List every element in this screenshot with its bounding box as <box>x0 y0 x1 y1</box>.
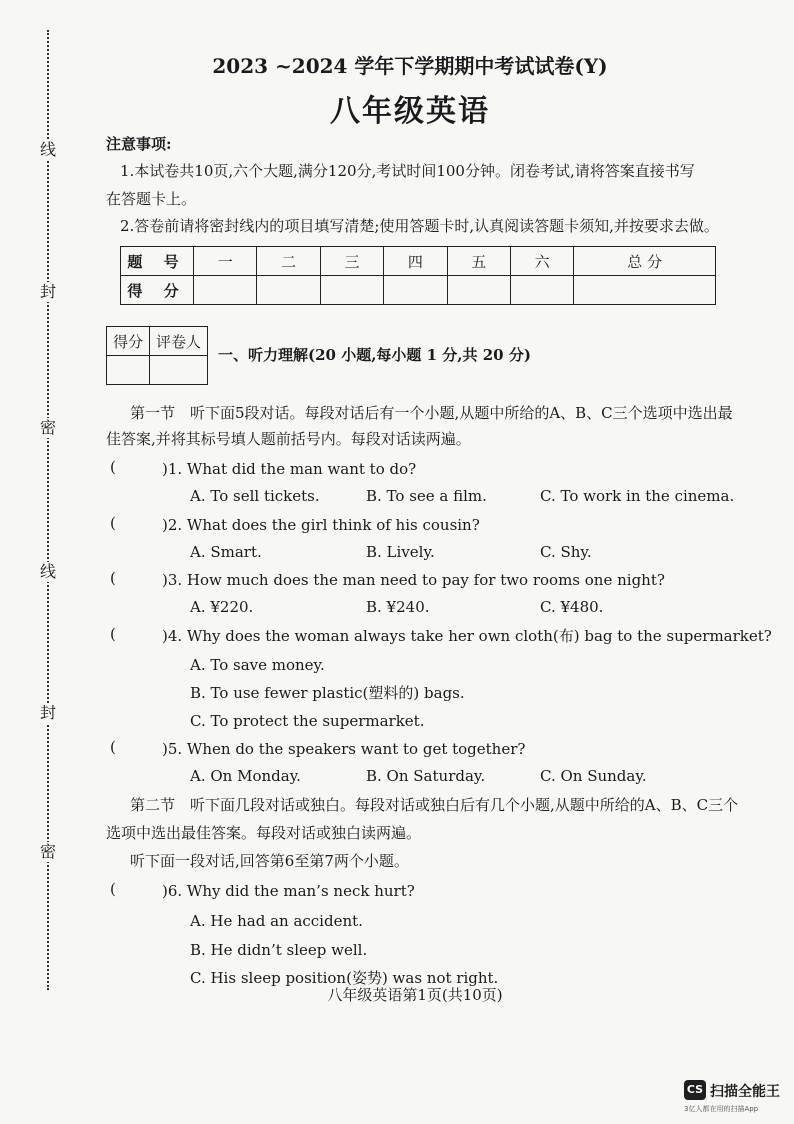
score-table-header-cell: 二 <box>257 247 320 276</box>
q2-option-a: A. Smart. <box>190 543 262 561</box>
q4-option-c: C. To protect the supermarket. <box>190 712 425 730</box>
score-table-header-cell: 六 <box>510 247 573 276</box>
score-table-score-row <box>121 276 716 305</box>
grader-score-label: 得分 <box>107 327 150 356</box>
score-table-header-cell: 题 号 <box>121 247 194 276</box>
q1-option-a: A. To sell tickets. <box>190 487 320 505</box>
scanner-tagline: 3亿人都在用的扫描App <box>684 1105 759 1113</box>
score-cell[interactable] <box>384 276 447 305</box>
q6-option-b: B. He didn’t sleep well. <box>190 941 368 959</box>
q3-option-a: A. ¥220. <box>190 598 254 616</box>
part-2-instructions: 第二节 听下面几段对话或独白。每段对话或独白后有几个小题,从题中所给的A、B、C三个 <box>130 796 739 814</box>
question-3: )3. How much does the man need to pay for two rooms one night? <box>162 571 665 589</box>
q6-option-a: A. He had an accident. <box>190 912 363 930</box>
scanner-app-name: 扫描全能王 <box>710 1084 780 1100</box>
q5-option-a: A. On Monday. <box>190 767 301 785</box>
q3-option-c: C. ¥480. <box>540 598 604 616</box>
question-6: )6. Why did the man’s neck hurt? <box>162 882 415 900</box>
notice-heading: 注意事项: <box>106 135 172 153</box>
binding-char: 线 <box>37 562 59 582</box>
grader-table <box>106 326 208 385</box>
grader-name-cell[interactable] <box>150 356 208 385</box>
score-cell[interactable] <box>257 276 320 305</box>
q4-option-b: B. To use fewer plastic(塑料的) bags. <box>190 684 465 702</box>
score-table-header-cell: 总 分 <box>574 247 716 276</box>
binding-char: 线 <box>37 140 59 160</box>
score-table <box>120 246 716 305</box>
answer-paren[interactable]: ( <box>110 738 116 756</box>
score-cell[interactable] <box>320 276 383 305</box>
question-4: )4. Why does the woman always take her own cloth(布) bag to the supermarket? <box>162 627 772 645</box>
answer-paren[interactable]: ( <box>110 514 116 532</box>
grader-name-label: 评卷人 <box>150 327 208 356</box>
part-1-instructions: 第一节 听下面5段对话。每段对话后有一个小题,从题中所给的A、B、C三个选项中选出最 <box>130 404 733 422</box>
part-2-instructions-cont: 选项中选出最佳答案。每段对话或独白读两遍。 <box>106 824 422 842</box>
notice-item-1: 1.本试卷共10页,六个大题,满分120分,考试时间100分钟。闭卷考试,请将答案直接书写 <box>120 162 695 180</box>
question-5: )5. When do the speakers want to get together? <box>162 740 526 758</box>
score-table-header-cell: 三 <box>320 247 383 276</box>
q4-option-a: A. To save money. <box>190 656 325 674</box>
q3-option-b: B. ¥240. <box>366 598 430 616</box>
score-table-header-row <box>121 247 716 276</box>
binding-char: 封 <box>37 282 59 302</box>
score-cell[interactable] <box>574 276 716 305</box>
answer-paren[interactable]: ( <box>110 625 116 643</box>
exam-title: 2023 ~2024 学年下学期期中考试试卷(Y) <box>212 54 608 78</box>
part-2-intro: 听下面一段对话,回答第6至第7两个小题。 <box>130 852 409 870</box>
part-1-instructions-cont: 佳答案,并将其标号填人题前括号内。每段对话读两遍。 <box>106 430 471 448</box>
grader-score-cell[interactable] <box>107 356 150 385</box>
score-table-header-cell: 五 <box>447 247 510 276</box>
scanner-watermark <box>684 1078 788 1118</box>
score-table-header-cell: 一 <box>194 247 257 276</box>
q6-option-c: C. His sleep position(姿势) was not right. <box>190 969 499 987</box>
score-table-row-label: 得 分 <box>121 276 194 305</box>
q2-option-b: B. Lively. <box>366 543 435 561</box>
notice-item-2: 2.答卷前请将密封线内的项目填写清楚;使用答题卡时,认真阅读答题卡须知,并按要求去做。 <box>120 217 719 235</box>
q5-option-b: B. On Saturday. <box>366 767 486 785</box>
page-footer: 八年级英语第1页(共10页) <box>327 986 503 1004</box>
scanner-logo-icon: CS <box>684 1080 706 1100</box>
score-cell[interactable] <box>194 276 257 305</box>
answer-paren[interactable]: ( <box>110 458 116 476</box>
question-2: )2. What does the girl think of his cousin? <box>162 516 480 534</box>
binding-char: 密 <box>37 418 59 438</box>
q2-option-c: C. Shy. <box>540 543 592 561</box>
notice-item-1-cont: 在答题卡上。 <box>106 190 197 208</box>
binding-char: 密 <box>37 842 59 862</box>
score-cell[interactable] <box>447 276 510 305</box>
answer-paren[interactable]: ( <box>110 569 116 587</box>
binding-char: 封 <box>37 703 59 723</box>
score-cell[interactable] <box>510 276 573 305</box>
exam-subtitle: 八年级英语 <box>330 94 490 129</box>
answer-paren[interactable]: ( <box>110 880 116 898</box>
q1-option-c: C. To work in the cinema. <box>540 487 735 505</box>
section-1-title: 一、听力理解(20 小题,每小题 1 分,共 20 分) <box>218 346 531 364</box>
score-table-header-cell: 四 <box>384 247 447 276</box>
q5-option-c: C. On Sunday. <box>540 767 647 785</box>
q1-option-b: B. To see a film. <box>366 487 487 505</box>
question-1: )1. What did the man want to do? <box>162 460 417 478</box>
